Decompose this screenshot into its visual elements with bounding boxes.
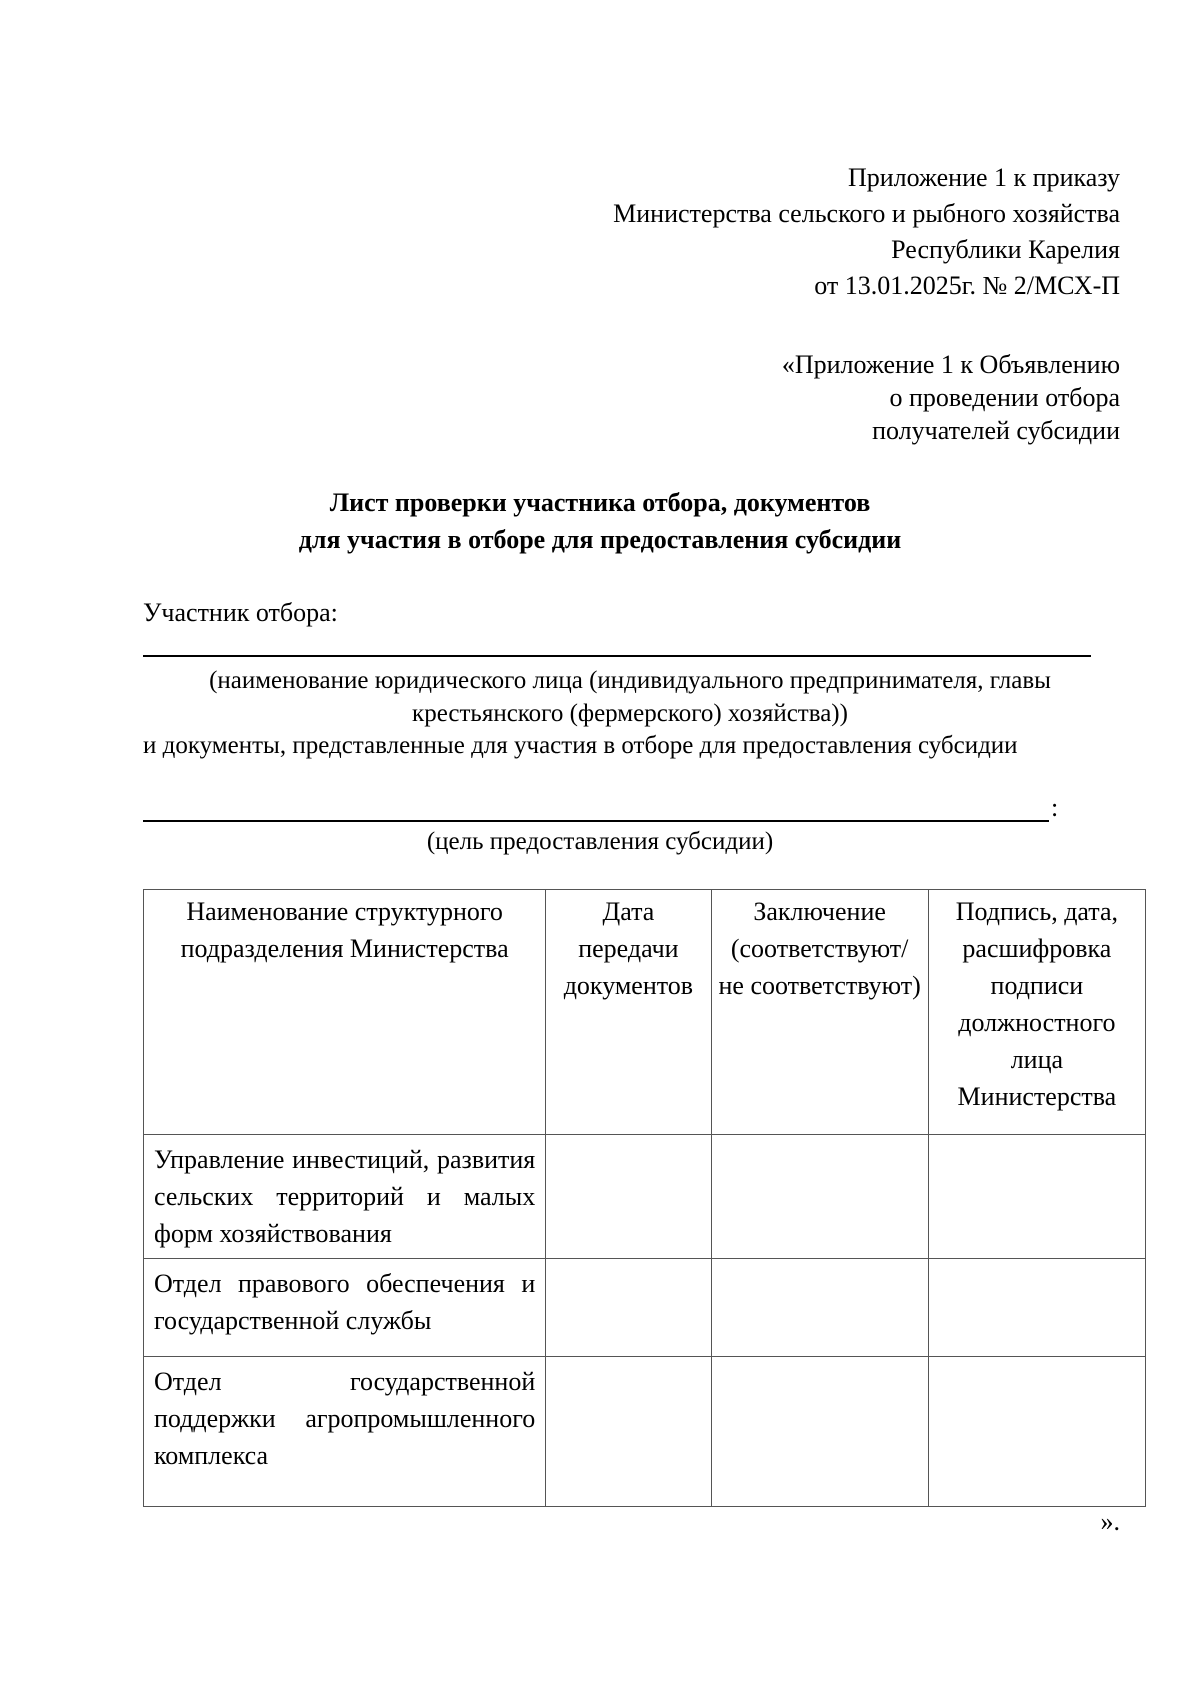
title-line: для участия в отборе для предоставления субсидии	[298, 525, 902, 554]
transfer-date-cell[interactable]	[546, 1135, 711, 1259]
purpose-line	[143, 820, 1049, 822]
department-cell: Отдел правового обеспечения и государственной службы	[144, 1259, 546, 1357]
participant-caption-line: (наименование юридического лица (индивидуального предпринимателя, главы	[209, 667, 1051, 694]
department-cell: Отдел государственной поддержки агропромышленного комплекса	[144, 1357, 546, 1507]
annex-order-block	[613, 160, 1120, 304]
purpose-colon: :	[1051, 793, 1059, 822]
header-department: Наименование структурного подразделения Министерства	[144, 890, 546, 1135]
table-row	[144, 1259, 1146, 1357]
purpose-caption: (цель предоставления субсидии)	[426, 828, 774, 855]
documents-text: и документы, представленные для участия в отборе для предоставления субсидии	[143, 732, 1018, 759]
annex-order-line: Приложение 1 к приказу	[847, 163, 1120, 192]
annex-announcement-block	[782, 348, 1120, 447]
signature-cell[interactable]	[928, 1135, 1145, 1259]
header-conclusion: Заключение (соответствуют/ не соответствуют)	[711, 890, 928, 1135]
annex-order-line: Республики Карелия	[891, 235, 1120, 264]
document-title	[0, 484, 1200, 558]
conclusion-cell[interactable]	[711, 1259, 928, 1357]
signature-cell[interactable]	[928, 1357, 1145, 1507]
table-row	[144, 1357, 1146, 1507]
table-row	[144, 1135, 1146, 1259]
participant-name-line	[143, 655, 1091, 657]
annex-order-date: от 13.01.2025г. № 2/МСХ-П	[814, 271, 1120, 300]
annex-announcement-line: о проведении отбора	[889, 383, 1120, 412]
header-signature: Подпись, дата, расшифровка подписи должностного лица Министерства	[928, 890, 1145, 1135]
signature-cell[interactable]	[928, 1259, 1145, 1357]
annex-announcement-line: получателей субсидии	[872, 416, 1120, 445]
annex-order-line: Министерства сельского и рыбного хозяйства	[613, 199, 1120, 228]
department-cell: Управление инвестиций, развития сельских территорий и малых форм хозяйствования	[144, 1135, 546, 1259]
header-transfer-date: Дата передачи документов	[546, 890, 711, 1135]
check-table	[143, 889, 1146, 1507]
closing-quote: ».	[1100, 1507, 1120, 1536]
annex-announcement-line: «Приложение 1 к Объявлению	[781, 350, 1120, 379]
participant-caption-line: крестьянского (фермерского) хозяйства))	[412, 700, 848, 727]
table-header-row	[144, 890, 1146, 1135]
transfer-date-cell[interactable]	[546, 1259, 711, 1357]
title-line: Лист проверки участника отбора, документов	[329, 488, 871, 517]
conclusion-cell[interactable]	[711, 1135, 928, 1259]
transfer-date-cell[interactable]	[546, 1357, 711, 1507]
participant-label: Участник отбора:	[143, 598, 338, 627]
conclusion-cell[interactable]	[711, 1357, 928, 1507]
participant-caption	[143, 664, 1117, 730]
